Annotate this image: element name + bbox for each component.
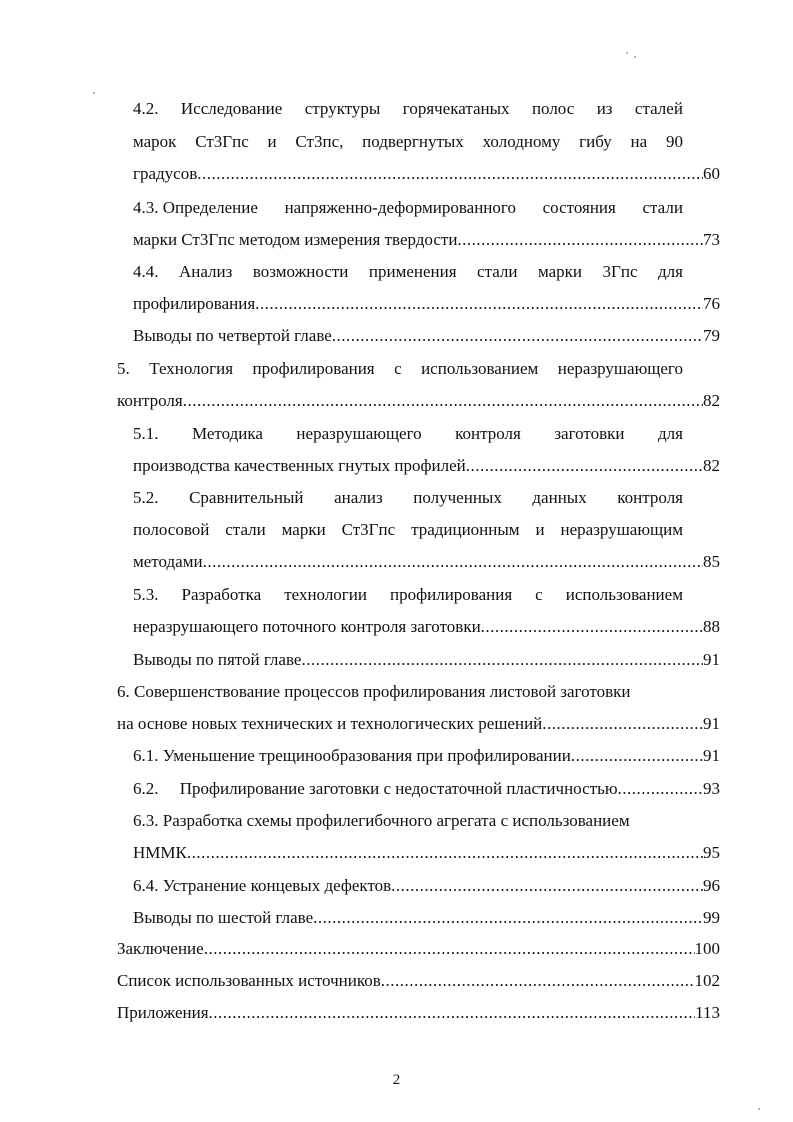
dot-leader <box>466 454 703 478</box>
dot-leader <box>301 648 703 672</box>
toc-entry-5-2-line-2: полосовой стали марки Ст3Гпс традиционным и неразрушающим <box>133 520 683 539</box>
dot-leader <box>313 906 703 930</box>
toc-entry-5-3-line-2: неразрушающего поточного контроля заготовки ..... 88 <box>133 615 720 639</box>
toc-entry-4-2-line-3: градусов ..... 60 <box>133 162 720 186</box>
toc-entry-4-3-line-2: марки Ст3Гпс методом измерения твердости ..... 73 <box>133 228 720 252</box>
toc-entry-6-3-line-2: НММК ..... 95 <box>133 841 720 865</box>
page-ref: 91 <box>703 650 720 669</box>
dot-leader <box>618 777 703 801</box>
toc-entry-5-line-1: 5. Технология профилирования с использованием неразрушающего <box>117 359 683 378</box>
page-ref: 100 <box>694 939 720 958</box>
page-ref: 96 <box>703 876 720 895</box>
page-ref: 82 <box>703 391 720 410</box>
dot-leader <box>381 969 695 993</box>
scan-speck <box>758 1108 760 1110</box>
page-ref: 85 <box>703 552 720 571</box>
dot-leader <box>332 324 703 348</box>
page-ref: 102 <box>694 971 720 990</box>
toc-entry-6-3-line-1: 6.3. Разработка схемы профилегибочного агрегата с использованием <box>133 811 630 830</box>
toc-entry-conclusions-ch6: Выводы по шестой главе ..... 99 <box>133 906 720 930</box>
toc-entry-5-line-2: контроля ..... 82 <box>117 389 720 413</box>
toc-entry-4-3-line-1: 4.3. Определение напряженно-деформированного состояния стали <box>133 198 683 217</box>
page-ref: 93 <box>703 779 720 798</box>
toc-entry-conclusions-ch4: Выводы по четвертой главе ..... 79 <box>133 324 720 348</box>
toc-entry-5-3-line-1: 5.3. Разработка технологии профилирования с использованием <box>133 585 683 604</box>
toc-entry-6-line-1: 6. Совершенствование процессов профилирования листовой заготовки <box>117 682 631 701</box>
toc-entry-4-2-line-2: марок Ст3Гпс и Ст3пс, подвергнутых холодному гибу на 90 <box>133 132 683 151</box>
scan-speck <box>626 52 628 54</box>
page-ref: 99 <box>703 908 720 927</box>
page-ref: 60 <box>703 164 720 183</box>
toc-entry-5-2-line-1: 5.2. Сравнительный анализ полученных данных контроля <box>133 488 683 507</box>
page-ref: 95 <box>703 843 720 862</box>
dot-leader <box>204 937 695 961</box>
page-ref: 113 <box>695 1003 720 1022</box>
dot-leader <box>187 841 703 865</box>
dot-leader <box>542 712 703 736</box>
page-ref: 79 <box>703 326 720 345</box>
toc-entry-6-2: 6.2. Профилирование заготовки с недостаточной пластичностью ..... 93 <box>133 777 720 801</box>
dot-leader <box>457 228 703 252</box>
dot-leader <box>391 874 703 898</box>
page-ref: 76 <box>703 294 720 313</box>
dot-leader <box>255 292 703 316</box>
toc-entry-references: Список использованных источников ..... 102 <box>117 969 720 993</box>
page-ref: 82 <box>703 456 720 475</box>
toc-entry-5-1-line-1: 5.1. Методика неразрушающего контроля заготовки для <box>133 424 683 443</box>
toc-entry-6-1: 6.1. Уменьшение трещинообразования при профилировании ..... 91 <box>133 744 720 768</box>
page-number: 2 <box>392 1072 401 1088</box>
toc-entry-4-2-line-1: 4.2. Исследование структуры горячекатаных полос из сталей <box>133 99 683 118</box>
scan-speck <box>93 92 95 94</box>
dot-leader <box>481 615 703 639</box>
toc-entry-5-2-line-3: методами ..... 85 <box>133 550 720 574</box>
toc-entry-conclusion: Заключение ..... 100 <box>117 937 720 961</box>
dot-leader <box>203 550 703 574</box>
page-ref: 73 <box>703 230 720 249</box>
toc-entry-4-4-line-2: профилирования ..... 76 <box>133 292 720 316</box>
toc-entry-appendices: Приложения ..... 113 <box>117 1001 720 1025</box>
page-ref: 88 <box>703 617 720 636</box>
dot-leader <box>197 162 703 186</box>
page-ref: 91 <box>703 746 720 765</box>
toc-entry-conclusions-ch5: Выводы по пятой главе ..... 91 <box>133 648 720 672</box>
toc-entry-4-4-line-1: 4.4. Анализ возможности применения стали марки 3Гпс для <box>133 262 683 281</box>
toc-entry-6-4: 6.4. Устранение концевых дефектов ..... 96 <box>133 874 720 898</box>
scan-speck <box>634 56 636 58</box>
page-ref: 91 <box>703 714 720 733</box>
dot-leader <box>183 389 703 413</box>
dot-leader <box>209 1001 696 1025</box>
toc-entry-5-1-line-2: производства качественных гнутых профилей ..... 82 <box>133 454 720 478</box>
dot-leader <box>571 744 703 768</box>
toc-entry-6-line-2: на основе новых технических и технологических решений ..... 91 <box>117 712 720 736</box>
